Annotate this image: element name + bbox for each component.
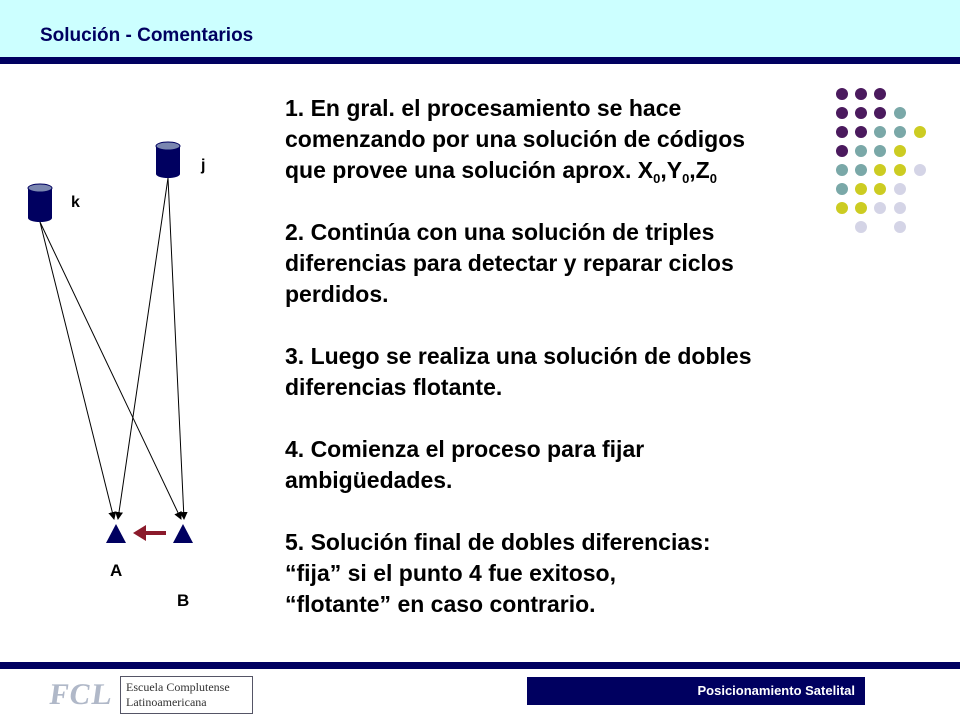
satellite-j-icon xyxy=(156,142,180,178)
point-b-label: B xyxy=(177,591,190,610)
decorative-dots xyxy=(836,88,926,233)
satellite-j-label: j xyxy=(201,157,206,174)
signal-j-to-a xyxy=(118,178,168,519)
comment-item-1: 1. En gral. el procesamiento se hace comenzando por una solución de códigos que provee una solución aprox. $X_0,Y_0,Z_0$ xyxy=(285,95,746,186)
signal-k-to-b xyxy=(40,222,181,519)
footer-course-label: Posicionamiento Satelital xyxy=(527,677,865,705)
comment-item-4: 4. Comienza el proceso para fijar ambigüedades. xyxy=(285,436,645,493)
comment-item-2: 2. Continúa con una solución de triples diferencias para detectar y reparar ciclos perdidos. xyxy=(285,219,734,307)
logo-line-1: Escuela Complutense xyxy=(126,680,230,694)
logo-mark: FCL xyxy=(47,678,116,711)
slide-title: Solución - Comentarios xyxy=(40,25,254,46)
signal-j-to-b xyxy=(168,178,184,519)
school-logo xyxy=(47,673,255,717)
point-a-label: A xyxy=(110,561,123,580)
signal-k-to-a xyxy=(40,222,114,519)
comments-list xyxy=(285,93,845,620)
satellite-k-label: k xyxy=(71,194,80,211)
logo-line-2: Latinoamericana xyxy=(126,695,207,709)
comment-item-5: 5. Solución final de dobles diferencias: “fija” si el punto 4 fue exitoso, “flotante” en caso contrario. xyxy=(285,529,711,617)
bottom-divider xyxy=(0,662,960,669)
baseline-arrow-icon xyxy=(133,525,166,541)
receiver-a-icon xyxy=(106,524,126,543)
satellite-k-icon xyxy=(28,184,52,222)
receiver-b-icon xyxy=(173,524,193,543)
comment-item-3: 3. Luego se realiza una solución de dobles diferencias flotante. xyxy=(285,343,752,400)
